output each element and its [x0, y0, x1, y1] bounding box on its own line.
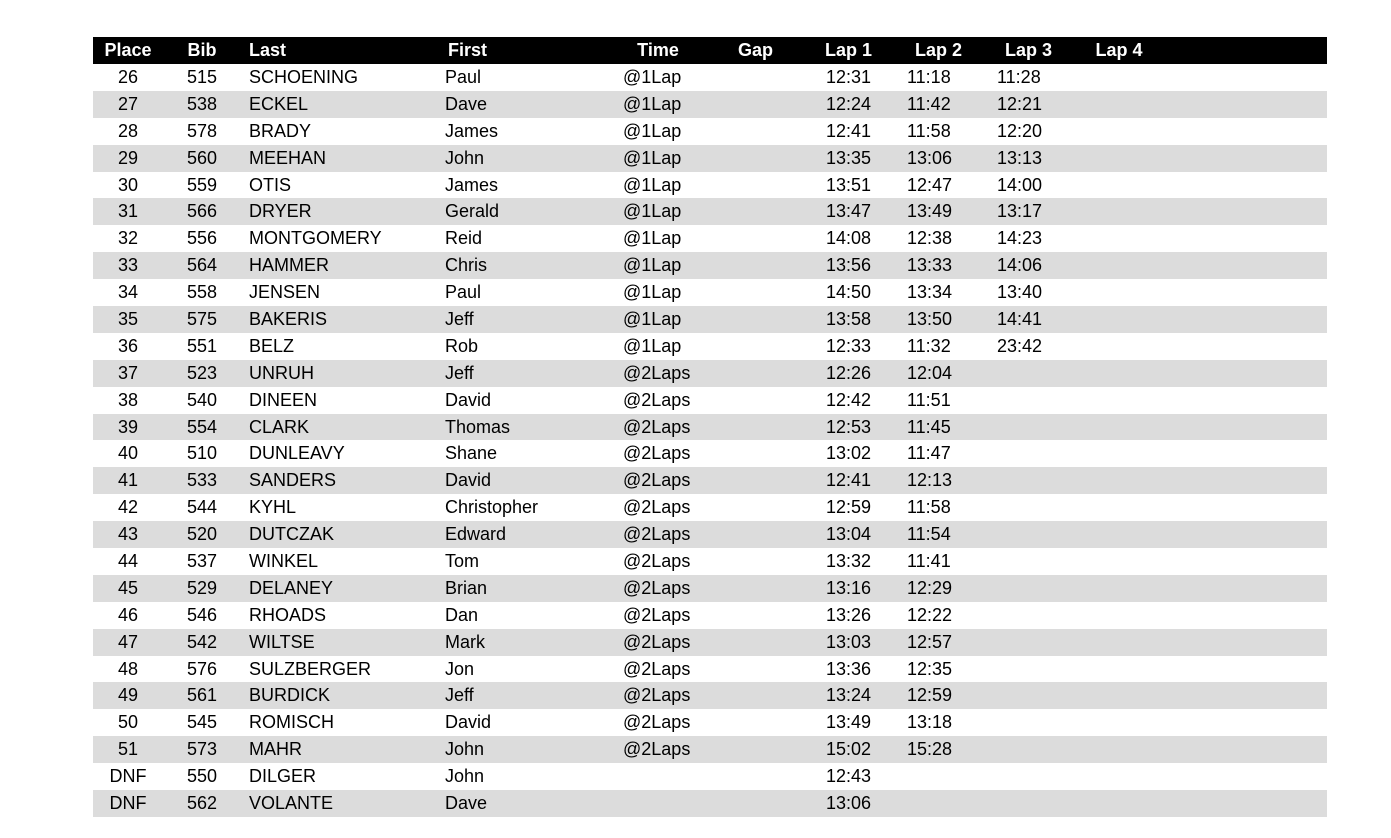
column-header-gap: Gap [737, 40, 773, 60]
cell-lap-1: 12:41 [826, 120, 872, 141]
cell-lap-3: 14:41 [997, 308, 1043, 329]
cell-bib: 510 [186, 443, 218, 464]
table-row [93, 64, 1327, 91]
cell-first-name: Dave [445, 93, 488, 114]
table-row [93, 91, 1327, 118]
cell-time: @2Laps [623, 550, 691, 571]
cell-place: 41 [117, 470, 139, 491]
cell-bib: 538 [186, 93, 218, 114]
cell-time: @2Laps [623, 524, 691, 545]
cell-time: @2Laps [623, 470, 691, 491]
cell-first-name: Paul [445, 66, 482, 87]
table-row [93, 360, 1327, 387]
cell-last-name: DRYER [249, 201, 312, 222]
table-row [93, 118, 1327, 145]
cell-time: @2Laps [623, 497, 691, 518]
cell-lap-2: 13:49 [907, 201, 953, 222]
table-row [93, 145, 1327, 172]
results-table [93, 37, 1327, 817]
cell-first-name: Rob [445, 335, 479, 356]
cell-place: 43 [117, 524, 139, 545]
cell-lap-1: 13:02 [826, 443, 872, 464]
cell-lap-1: 12:42 [826, 389, 872, 410]
cell-time: @1Lap [623, 174, 682, 195]
cell-lap-1: 13:47 [826, 201, 872, 222]
cell-last-name: CLARK [249, 416, 310, 437]
cell-last-name: SCHOENING [249, 66, 359, 87]
cell-bib: 551 [186, 335, 218, 356]
cell-place: 44 [117, 550, 139, 571]
cell-lap-3: 14:00 [997, 174, 1043, 195]
table-row [93, 306, 1327, 333]
cell-time: @1Lap [623, 120, 682, 141]
cell-lap-2: 12:13 [907, 470, 953, 491]
column-header-lap-4: Lap 4 [1095, 40, 1143, 60]
cell-last-name: BAKERIS [249, 308, 328, 329]
cell-lap-2: 12:22 [907, 604, 953, 625]
cell-place: 48 [117, 658, 139, 679]
table-row [93, 279, 1327, 306]
cell-lap-2: 11:41 [907, 550, 951, 571]
table-row [93, 494, 1327, 521]
cell-last-name: BRADY [249, 120, 312, 141]
cell-last-name: BURDICK [249, 685, 331, 706]
cell-first-name: Shane [445, 443, 498, 464]
cell-place: 37 [117, 362, 139, 383]
cell-place: 49 [117, 685, 139, 706]
cell-place: 35 [117, 308, 139, 329]
cell-place: 28 [117, 120, 139, 141]
cell-time: @2Laps [623, 416, 691, 437]
cell-place: 38 [117, 389, 139, 410]
cell-first-name: Dan [445, 604, 479, 625]
cell-lap-2: 15:28 [907, 739, 953, 760]
cell-first-name: Reid [445, 228, 483, 249]
cell-lap-2: 12:29 [907, 577, 953, 598]
cell-time: @2Laps [623, 604, 691, 625]
cell-lap-1: 12:41 [826, 470, 872, 491]
cell-place: 34 [117, 282, 139, 303]
cell-time: @2Laps [623, 443, 691, 464]
table-row [93, 414, 1327, 441]
cell-last-name: SANDERS [249, 470, 337, 491]
cell-lap-1: 13:58 [826, 308, 872, 329]
cell-lap-1: 12:43 [826, 766, 872, 787]
cell-lap-2: 13:18 [907, 712, 953, 733]
cell-lap-2: 13:50 [907, 308, 953, 329]
cell-lap-2: 11:51 [907, 389, 951, 410]
cell-first-name: Jeff [445, 362, 474, 383]
cell-place: DNF [109, 792, 147, 813]
cell-place: 51 [117, 739, 139, 760]
cell-first-name: John [445, 739, 485, 760]
table-row [93, 602, 1327, 629]
cell-last-name: JENSEN [249, 282, 321, 303]
cell-time: @2Laps [623, 739, 691, 760]
cell-time: @2Laps [623, 362, 691, 383]
cell-time: @1Lap [623, 201, 682, 222]
cell-place: 50 [117, 712, 139, 733]
cell-lap-3: 13:17 [997, 201, 1043, 222]
cell-place: 29 [117, 147, 139, 168]
cell-lap-1: 13:36 [826, 658, 872, 679]
cell-first-name: Paul [445, 282, 482, 303]
cell-lap-1: 12:33 [826, 335, 872, 356]
cell-lap-2: 12:57 [907, 631, 953, 652]
cell-lap-1: 13:16 [826, 577, 872, 598]
cell-time: @2Laps [623, 577, 691, 598]
column-header-time: Time [637, 40, 679, 60]
cell-lap-1: 13:24 [826, 685, 872, 706]
column-header-last: Last [249, 40, 287, 60]
cell-bib: 575 [186, 308, 218, 329]
table-row [93, 172, 1327, 199]
cell-place: 31 [117, 201, 139, 222]
cell-bib: 576 [186, 658, 218, 679]
cell-lap-1: 14:08 [826, 228, 872, 249]
cell-bib: 573 [186, 739, 218, 760]
cell-place: 42 [117, 497, 139, 518]
cell-lap-3: 12:21 [997, 93, 1043, 114]
cell-last-name: SULZBERGER [249, 658, 372, 679]
cell-lap-2: 12:38 [907, 228, 953, 249]
table-row [93, 440, 1327, 467]
cell-last-name: MAHR [249, 739, 302, 760]
cell-last-name: OTIS [249, 174, 292, 195]
cell-lap-2: 13:34 [907, 282, 953, 303]
cell-lap-3: 11:28 [997, 66, 1041, 87]
cell-time: @1Lap [623, 93, 682, 114]
cell-lap-1: 13:32 [826, 550, 872, 571]
cell-lap-3: 23:42 [997, 335, 1043, 356]
cell-bib: 562 [186, 792, 218, 813]
cell-lap-1: 13:04 [826, 524, 872, 545]
cell-bib: 520 [186, 524, 218, 545]
cell-first-name: John [445, 147, 485, 168]
cell-bib: 523 [186, 362, 218, 383]
cell-first-name: David [445, 470, 492, 491]
cell-bib: 545 [186, 712, 218, 733]
cell-place: 45 [117, 577, 139, 598]
column-header-place: Place [104, 40, 152, 60]
cell-first-name: Christopher [445, 497, 539, 518]
cell-bib: 556 [186, 228, 218, 249]
cell-time: @1Lap [623, 228, 682, 249]
cell-lap-1: 12:31 [826, 66, 872, 87]
cell-lap-1: 13:26 [826, 604, 872, 625]
column-header-bib: Bib [187, 40, 217, 60]
cell-first-name: James [445, 120, 499, 141]
cell-lap-2: 11:42 [907, 93, 951, 114]
table-row [93, 198, 1327, 225]
cell-bib: 546 [186, 604, 218, 625]
table-row [93, 763, 1327, 790]
cell-first-name: Edward [445, 524, 507, 545]
cell-first-name: James [445, 174, 499, 195]
cell-first-name: Tom [445, 550, 480, 571]
cell-last-name: WINKEL [249, 550, 319, 571]
table-row [93, 548, 1327, 575]
cell-first-name: Gerald [445, 201, 500, 222]
cell-last-name: VOLANTE [249, 792, 334, 813]
cell-lap-2: 12:59 [907, 685, 953, 706]
cell-place: 40 [117, 443, 139, 464]
cell-last-name: DELANEY [249, 577, 334, 598]
cell-first-name: John [445, 766, 485, 787]
cell-place: 36 [117, 335, 139, 356]
cell-lap-2: 12:47 [907, 174, 953, 195]
cell-lap-1: 13:06 [826, 792, 872, 813]
cell-lap-2: 11:32 [907, 335, 951, 356]
cell-last-name: DILGER [249, 766, 317, 787]
cell-lap-2: 12:04 [907, 362, 953, 383]
cell-bib: 564 [186, 255, 218, 276]
cell-place: 30 [117, 174, 139, 195]
cell-lap-2: 13:06 [907, 147, 953, 168]
cell-lap-2: 11:47 [907, 443, 951, 464]
cell-last-name: UNRUH [249, 362, 314, 383]
cell-lap-2: 11:54 [907, 524, 951, 545]
cell-bib: 515 [186, 66, 218, 87]
cell-bib: 578 [186, 120, 218, 141]
cell-lap-3: 13:40 [997, 282, 1043, 303]
table-row [93, 629, 1327, 656]
table-row [93, 225, 1327, 252]
cell-place: 33 [117, 255, 139, 276]
cell-last-name: HAMMER [249, 255, 329, 276]
cell-lap-1: 12:59 [826, 497, 872, 518]
cell-time: @2Laps [623, 631, 691, 652]
cell-first-name: Mark [445, 631, 485, 652]
cell-time: @2Laps [623, 658, 691, 679]
cell-place: 39 [117, 416, 139, 437]
cell-time: @1Lap [623, 282, 682, 303]
header-row [93, 37, 1327, 64]
cell-last-name: KYHL [249, 497, 297, 518]
cell-first-name: Jeff [445, 685, 474, 706]
column-header-lap-3: Lap 3 [1004, 40, 1052, 60]
cell-last-name: MEEHAN [249, 147, 327, 168]
cell-lap-1: 14:50 [826, 282, 872, 303]
table-body [93, 64, 1327, 817]
column-header-lap-1: Lap 1 [824, 40, 872, 60]
cell-last-name: DINEEN [249, 389, 318, 410]
cell-time: @1Lap [623, 147, 682, 168]
cell-lap-3: 14:06 [997, 255, 1043, 276]
cell-bib: 559 [186, 174, 218, 195]
cell-time: @2Laps [623, 685, 691, 706]
cell-lap-2: 11:58 [907, 120, 951, 141]
cell-last-name: RHOADS [249, 604, 327, 625]
cell-lap-1: 13:03 [826, 631, 872, 652]
cell-time: @1Lap [623, 335, 682, 356]
cell-lap-1: 13:51 [826, 174, 872, 195]
cell-lap-1: 13:49 [826, 712, 872, 733]
cell-first-name: Dave [445, 792, 488, 813]
cell-first-name: David [445, 712, 492, 733]
cell-time: @2Laps [623, 712, 691, 733]
cell-lap-3: 13:13 [997, 147, 1043, 168]
cell-lap-1: 13:35 [826, 147, 872, 168]
cell-time: @2Laps [623, 389, 691, 410]
cell-last-name: BELZ [249, 335, 295, 356]
cell-lap-2: 11:58 [907, 497, 951, 518]
table-row [93, 656, 1327, 683]
cell-place: DNF [109, 766, 147, 787]
cell-time: @1Lap [623, 66, 682, 87]
cell-bib: 540 [186, 389, 218, 410]
cell-time: @1Lap [623, 308, 682, 329]
cell-last-name: DUNLEAVY [249, 443, 345, 464]
cell-lap-1: 12:26 [826, 362, 872, 383]
table-row [93, 682, 1327, 709]
table-row [93, 709, 1327, 736]
table-row [93, 790, 1327, 817]
cell-place: 32 [117, 228, 139, 249]
table-row [93, 521, 1327, 548]
cell-first-name: Jeff [445, 308, 474, 329]
cell-bib: 550 [186, 766, 218, 787]
cell-lap-2: 11:18 [907, 66, 951, 87]
cell-place: 47 [117, 631, 139, 652]
cell-last-name: ECKEL [249, 93, 309, 114]
cell-first-name: Brian [445, 577, 488, 598]
cell-bib: 560 [186, 147, 218, 168]
table-row [93, 252, 1327, 279]
table-row [93, 467, 1327, 494]
cell-time: @1Lap [623, 255, 682, 276]
column-header-lap-2: Lap 2 [914, 40, 962, 60]
cell-lap-3: 12:20 [997, 120, 1043, 141]
cell-first-name: Thomas [445, 416, 511, 437]
table-row [93, 736, 1327, 763]
cell-place: 46 [117, 604, 139, 625]
cell-bib: 544 [186, 497, 218, 518]
table-row [93, 387, 1327, 414]
cell-place: 26 [117, 66, 139, 87]
cell-bib: 558 [186, 282, 218, 303]
cell-bib: 566 [186, 201, 218, 222]
cell-bib: 529 [186, 577, 218, 598]
cell-last-name: ROMISCH [249, 712, 334, 733]
table-row [93, 333, 1327, 360]
cell-bib: 542 [186, 631, 218, 652]
cell-lap-2: 12:35 [907, 658, 953, 679]
cell-last-name: DUTCZAK [249, 524, 334, 545]
cell-bib: 554 [186, 416, 218, 437]
table-row [93, 575, 1327, 602]
cell-first-name: Jon [445, 658, 475, 679]
cell-bib: 533 [186, 470, 218, 491]
column-header-first: First [448, 40, 488, 60]
cell-lap-1: 12:24 [826, 93, 872, 114]
cell-lap-2: 13:33 [907, 255, 953, 276]
cell-last-name: MONTGOMERY [249, 228, 382, 249]
cell-lap-1: 15:02 [826, 739, 872, 760]
cell-last-name: WILTSE [249, 631, 315, 652]
cell-lap-1: 12:53 [826, 416, 872, 437]
cell-lap-2: 11:45 [907, 416, 951, 437]
cell-place: 27 [117, 93, 139, 114]
cell-bib: 537 [186, 550, 218, 571]
cell-first-name: Chris [445, 255, 488, 276]
cell-first-name: David [445, 389, 492, 410]
cell-lap-3: 14:23 [997, 228, 1043, 249]
cell-lap-1: 13:56 [826, 255, 872, 276]
cell-bib: 561 [186, 685, 218, 706]
